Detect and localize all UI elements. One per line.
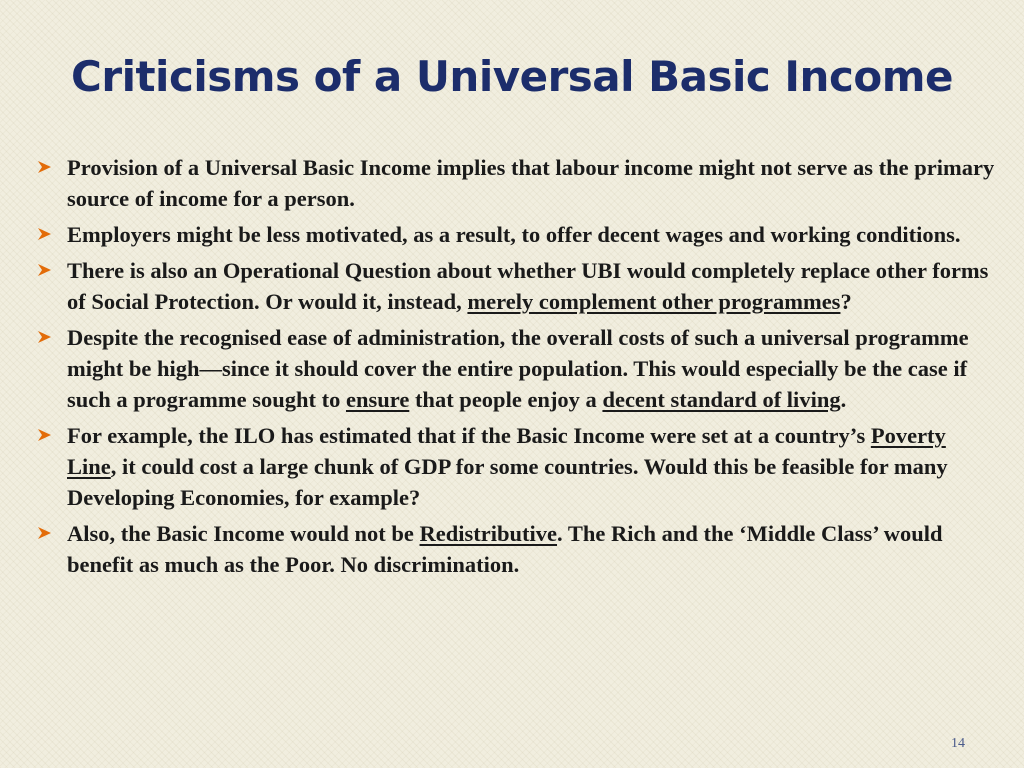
bullet-text: There is also an Operational Question about whether UBI would completely replace other forms of Social Protection. Or would it, instead, [67,258,989,314]
bullet-item [36,322,996,415]
bullet-item [36,420,996,513]
bullet-text: Provision of a Universal Basic Income implies that labour income might not serve as the primary source of income for a person. [67,155,995,211]
arrow-bullet-icon [36,262,54,278]
arrow-bullet-icon [36,427,54,443]
bullet-text-end: ? [840,289,852,314]
bullet-text-end: . [840,387,847,412]
bullet-text: For example, the ILO has estimated that if the Basic Income were set at a country’s [67,423,871,448]
slide-title: Criticisms of a Universal Basic Income [71,52,953,101]
arrow-bullet-icon [36,159,54,175]
bullet-text: Despite the recognised ease of administration, the overall costs of such a universal programme might be high—since it should cover the entire population. This would especially be the case if such a programme sought to [67,325,969,412]
bullet-list [36,152,996,585]
bullet-item [36,219,996,250]
arrow-bullet-icon [36,329,54,345]
arrow-bullet-icon [36,525,54,541]
bullet-text-end: , it could cost a large chunk of GDP for some countries. Would this be feasible for many Developing Economies, for example? [67,454,948,510]
arrow-bullet-icon [36,226,54,242]
bullet-item [36,518,996,580]
underlined-phrase: Redistributive [419,521,558,546]
bullet-text-middle: that people enjoy a [409,387,603,412]
underlined-phrase: decent standard of living [602,387,841,412]
bullet-text: Employers might be less motivated, as a result, to offer decent wages and working conditions. [67,222,961,247]
bullet-item [36,255,996,317]
bullet-text: Also, the Basic Income would not be [67,521,420,546]
underlined-phrase: Poverty Line [67,423,946,479]
bullet-text-end: . The Rich and the ‘Middle Class’ would benefit as much as the Poor. No discrimination. [67,521,943,577]
bullet-item [36,152,996,214]
underlined-phrase: merely complement other programmes [467,289,841,314]
page-number: 14 [951,736,965,751]
underlined-phrase: ensure [345,387,410,412]
